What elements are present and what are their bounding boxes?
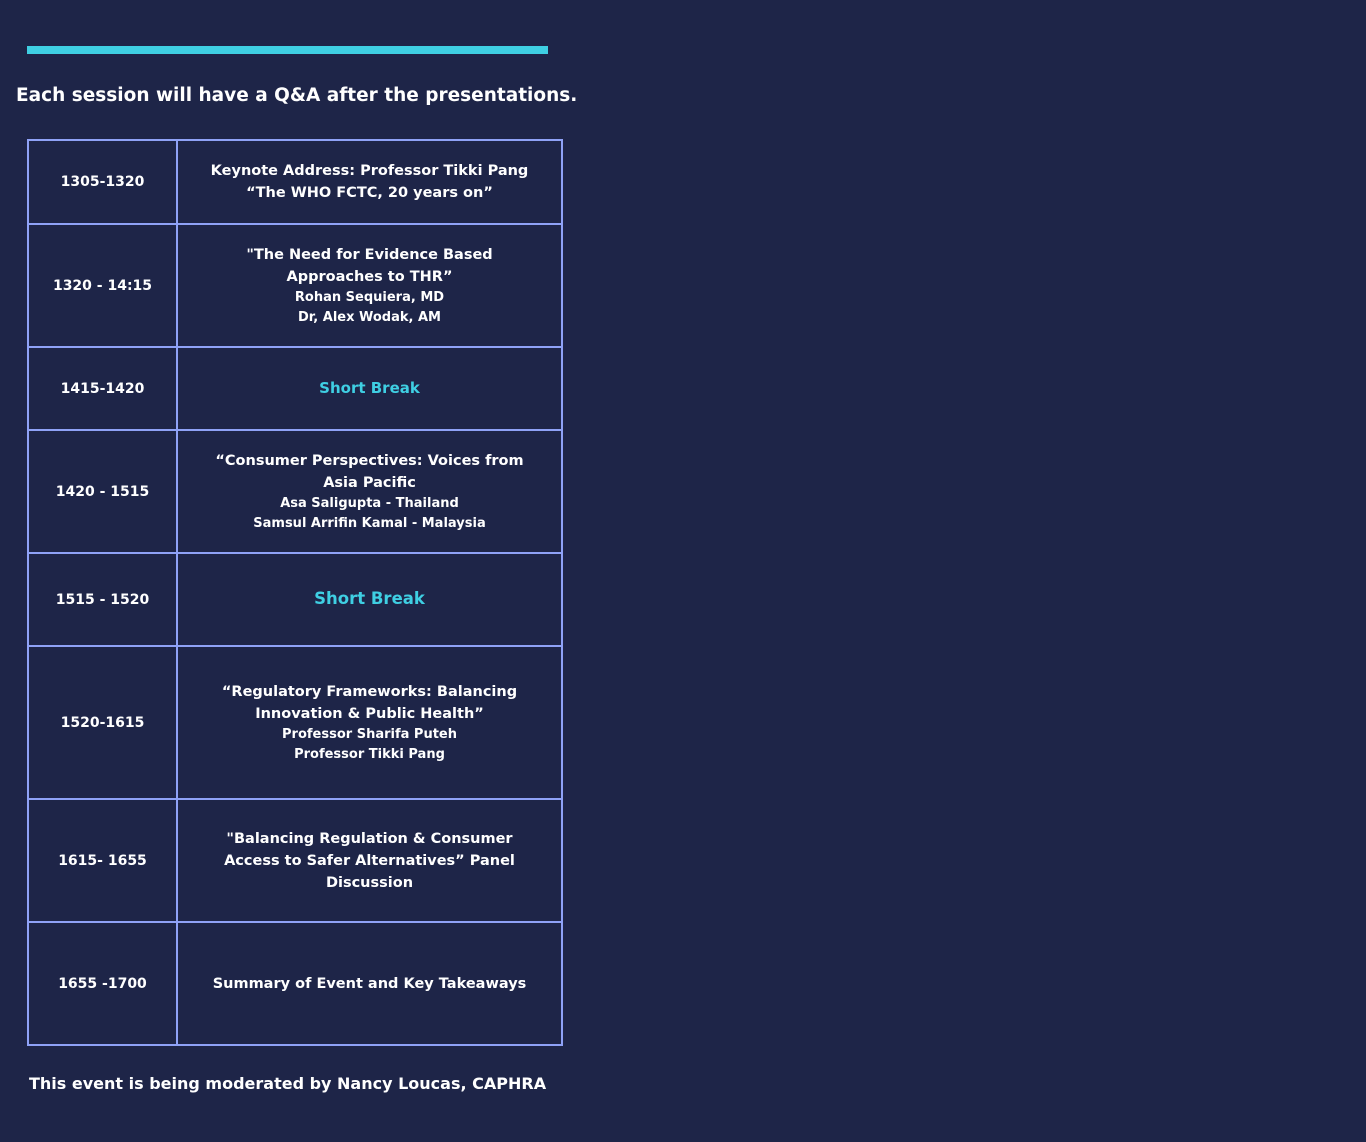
speaker-name: Asa Saligupta - Thailand [280, 495, 459, 511]
speaker-name: Rohan Sequiera, MD [294, 289, 445, 305]
session-title-line: Keynote Address: Professor Tikki Pang [210, 163, 529, 179]
table-row [28, 799, 562, 922]
session-time: 1655 -1700 [28, 922, 177, 1045]
speaker-name: Professor Tikki Pang [294, 746, 445, 762]
session-details [177, 553, 562, 646]
table-row [28, 140, 562, 224]
session-details [177, 646, 562, 799]
table-row [28, 646, 562, 799]
speaker-name: Professor Sharifa Puteh [282, 726, 457, 742]
table-row [28, 347, 562, 430]
session-title-line: Approaches to THR” [286, 268, 453, 285]
session-time: 1520-1615 [28, 646, 177, 799]
session-details [177, 347, 562, 430]
session-title-line: "Balancing Regulation & Consumer [226, 830, 513, 847]
session-details [177, 430, 562, 553]
session-details [177, 224, 562, 347]
intro-text: Each session will have a Q&A after the presentations. [16, 85, 578, 106]
session-title-line: "The Need for Evidence Based [246, 246, 493, 263]
session-title-line: Asia Pacific [323, 474, 416, 491]
agenda-table [27, 139, 563, 1046]
table-row [28, 224, 562, 347]
speaker-name: Samsul Arrifin Kamal - Malaysia [253, 515, 486, 531]
session-title-line: Innovation & Public Health” [255, 705, 484, 722]
table-row [28, 922, 562, 1045]
session-time: 1320 - 14:15 [28, 224, 177, 347]
table-row [28, 553, 562, 646]
session-details [177, 140, 562, 224]
session-time: 1615- 1655 [28, 799, 177, 922]
session-details [177, 922, 562, 1045]
table-row [28, 430, 562, 553]
session-title-line: Summary of Event and Key Takeaways [212, 975, 527, 992]
session-title-line: “Regulatory Frameworks: Balancing [221, 683, 518, 700]
session-time: 1515 - 1520 [28, 553, 177, 646]
session-title-line: “The WHO FCTC, 20 years on” [246, 185, 493, 201]
session-title-line: “Consumer Perspectives: Voices from [215, 452, 524, 469]
moderator-note: This event is being moderated by Nancy Loucas, CAPHRA [29, 1074, 547, 1093]
session-title-line: Access to Safer Alternatives” Panel [224, 852, 515, 869]
session-time: 1415-1420 [28, 347, 177, 430]
session-time: 1420 - 1515 [28, 430, 177, 553]
session-time: 1305-1320 [28, 140, 177, 224]
speaker-name: Dr, Alex Wodak, AM [298, 309, 441, 325]
session-title-line: Discussion [325, 874, 414, 891]
session-details [177, 799, 562, 922]
short-break-label: Short Break [319, 379, 420, 397]
short-break-label: Short Break [314, 589, 425, 608]
accent-bar [27, 46, 548, 54]
